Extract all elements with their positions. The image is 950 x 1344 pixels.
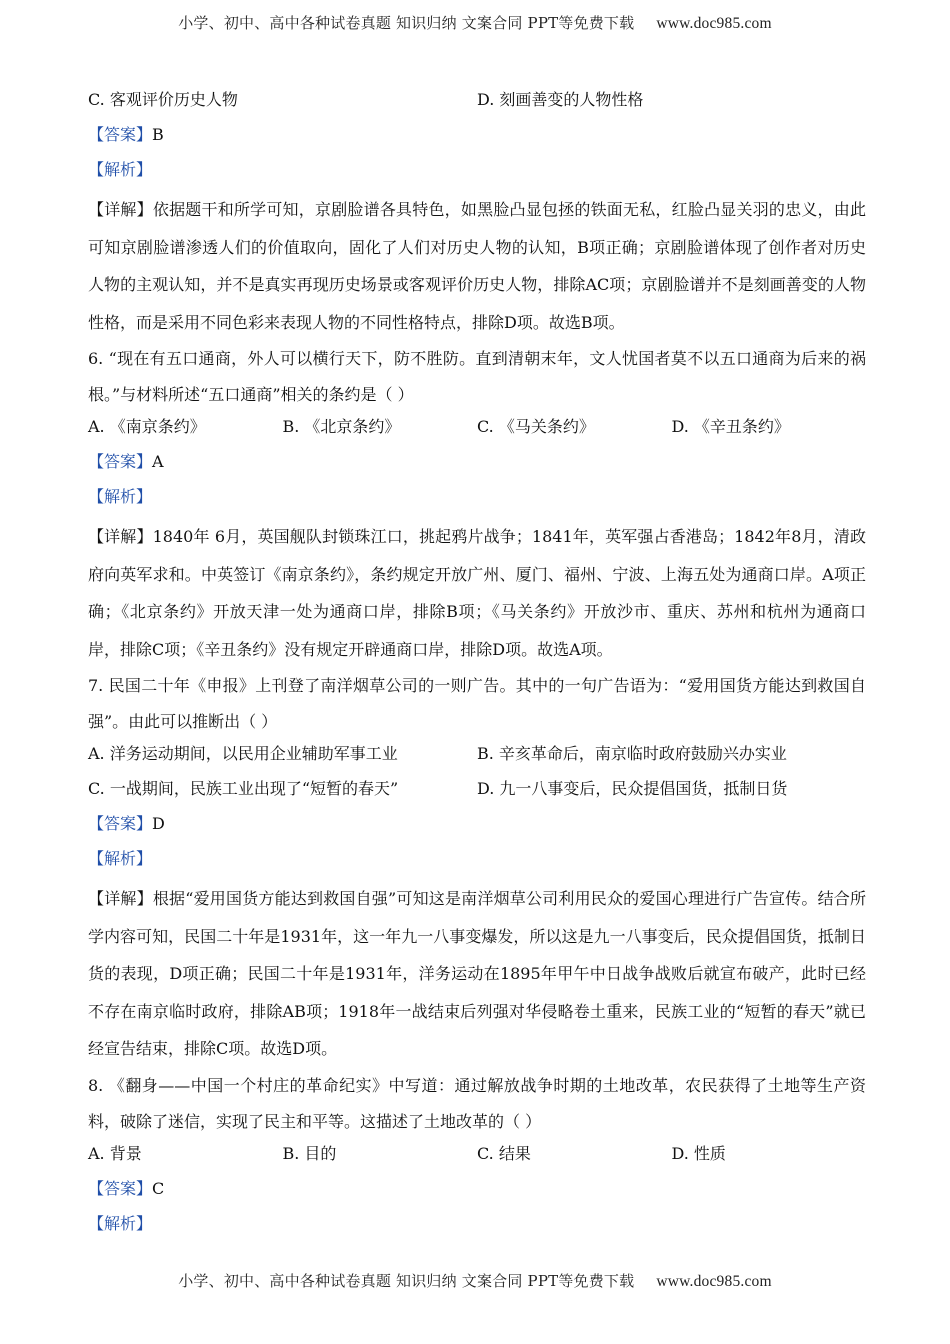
q8-options (88, 1140, 866, 1175)
footer-site[interactable]: www.doc985.com (656, 1273, 772, 1290)
q5-option-c: C. 客观评价历史人物 (88, 90, 238, 109)
q5-detail (88, 191, 866, 341)
q7-options-cd (88, 775, 866, 810)
footer-text: 小学、初中、高中各种试卷真题 知识归纳 文案合同 PPT等免费下载 (178, 1272, 635, 1290)
q7-option-c: C. 一战期间，民族工业出现了“短暂的春天” (88, 779, 399, 798)
q7-option-b: B. 辛亥革命后，南京临时政府鼓励兴办实业 (477, 744, 787, 763)
q5-option-d: D. 刻画善变的人物性格 (477, 90, 644, 109)
header-site[interactable]: www.doc985.com (656, 15, 772, 32)
q8-stem: 8. 《翻身——中国一个村庄的革命纪实》中写道：通过解放战争时期的土地改革，农民获得了土地等生产资料，破除了迷信，实现了民主和平等。这描述了土地改革的（ ） (88, 1075, 866, 1131)
q8-option-a: A. 背景 (88, 1143, 142, 1163)
q5-options (88, 86, 866, 121)
q7-detail (88, 880, 866, 1068)
answer-label: 【答案】 (88, 814, 153, 833)
answer-label: 【答案】 (88, 125, 153, 144)
answer-value: C (152, 1178, 165, 1198)
detail-text: 根据“爱用国货方能达到救国自强”可知这是南洋烟草公司利用民众的爱国心理进行广告宣传。结合所学内容可知，民国二十年是1931年，这一年九一八事变爆发，所以这是九一八事变后，民众提倡国货，抵制日货的表现，D项正确；民国二十年是1931年，洋务运动在1895年甲午中日战争战败后就宣布破产，此时已经不存在南京临时政府，排除AB项；1918年一战结束后列强对华侵略卷土重来，民族工业的“短暂的春天”就已经宣告结束，排除C项。故选D项。 (88, 889, 866, 1058)
q8-answer (88, 1175, 866, 1210)
q6-answer (88, 448, 866, 483)
analysis-label: 【解析】 (88, 1213, 153, 1233)
page-footer (0, 1270, 950, 1291)
header-text: 小学、初中、高中各种试卷真题 知识归纳 文案合同 PPT等免费下载 (178, 14, 635, 32)
detail-text: 依据题干和所学可知，京剧脸谱各具特色，如黑脸凸显包拯的铁面无私，红脸凸显关羽的忠义，由此可知京剧脸谱渗透人们的价值取向，固化了人们对历史人物的认知，B项正确；京剧脸谱体现了创作者对历史人物的主观认知，并不是真实再现历史场景或客观评价历史人物，排除AC项；京剧脸谱并不是刻画善变的人物性格，而是采用不同色彩来表现人物的不同性格特点，排除D项。故选B项。 (88, 200, 866, 332)
q5-analysis (88, 156, 866, 191)
q6-option-b: B. 《北京条约》 (282, 417, 401, 436)
q7-analysis (88, 845, 866, 880)
detail-text: 1840年 6月，英国舰队封锁珠江口，挑起鸦片战争；1841年，英军强占香港岛；1842年8月，清政府向英军求和。中英签订《南京条约》，条约规定开放广州、厦门、福州、宁波、上海五处为通商口岸。A项正确；《北京条约》开放天津一处为通商口岸，排除B项；《马关条约》开放沙市、重庆、苏州和杭州为通商口岸，排除C项；《辛丑条约》没有规定开辟通商口岸，排除D项。故选A项。 (88, 527, 866, 659)
q6-option-d: D. 《辛丑条约》 (671, 417, 790, 436)
q6-detail (88, 518, 866, 668)
page-header (0, 12, 950, 33)
detail-label: 【详解】 (88, 200, 153, 219)
analysis-label: 【解析】 (88, 160, 153, 179)
document-body (88, 86, 866, 1245)
q8-option-c: C. 结果 (477, 1143, 531, 1163)
q8-option-b: B. 目的 (282, 1143, 337, 1163)
answer-label: 【答案】 (88, 452, 153, 471)
answer-label: 【答案】 (88, 1178, 153, 1198)
analysis-label: 【解析】 (88, 487, 153, 506)
detail-label: 【详解】 (88, 889, 153, 908)
q8-analysis (88, 1210, 866, 1245)
q6-option-c: C. 《马关条约》 (477, 417, 595, 436)
answer-value: B (152, 125, 164, 144)
q6-options (88, 413, 866, 448)
q5-answer (88, 121, 866, 156)
q7-options-ab (88, 740, 866, 775)
answer-value: D (152, 814, 165, 833)
q7-option-d: D. 九一八事变后，民众提倡国货，抵制日货 (477, 779, 788, 798)
q7-stem: 7. 民国二十年《申报》上刊登了南洋烟草公司的一则广告。其中的一句广告语为：“爱用国货方能达到救国自强”。由此可以推断出（ ） (88, 676, 866, 731)
detail-label: 【详解】 (88, 527, 153, 546)
analysis-label: 【解析】 (88, 849, 153, 868)
q6-option-a: A. 《南京条约》 (88, 417, 206, 436)
q7-answer (88, 810, 866, 845)
answer-value: A (152, 452, 164, 471)
q6-stem: 6. “现在有五口通商，外人可以横行天下，防不胜防。直到清朝末年，文人忧国者莫不以五口通商为后来的祸根。”与材料所述“五口通商”相关的条约是（ ） (88, 349, 866, 404)
q6-analysis (88, 483, 866, 518)
q7-option-a: A. 洋务运动期间，以民用企业辅助军事工业 (88, 744, 398, 763)
q8-option-d: D. 性质 (671, 1143, 726, 1163)
